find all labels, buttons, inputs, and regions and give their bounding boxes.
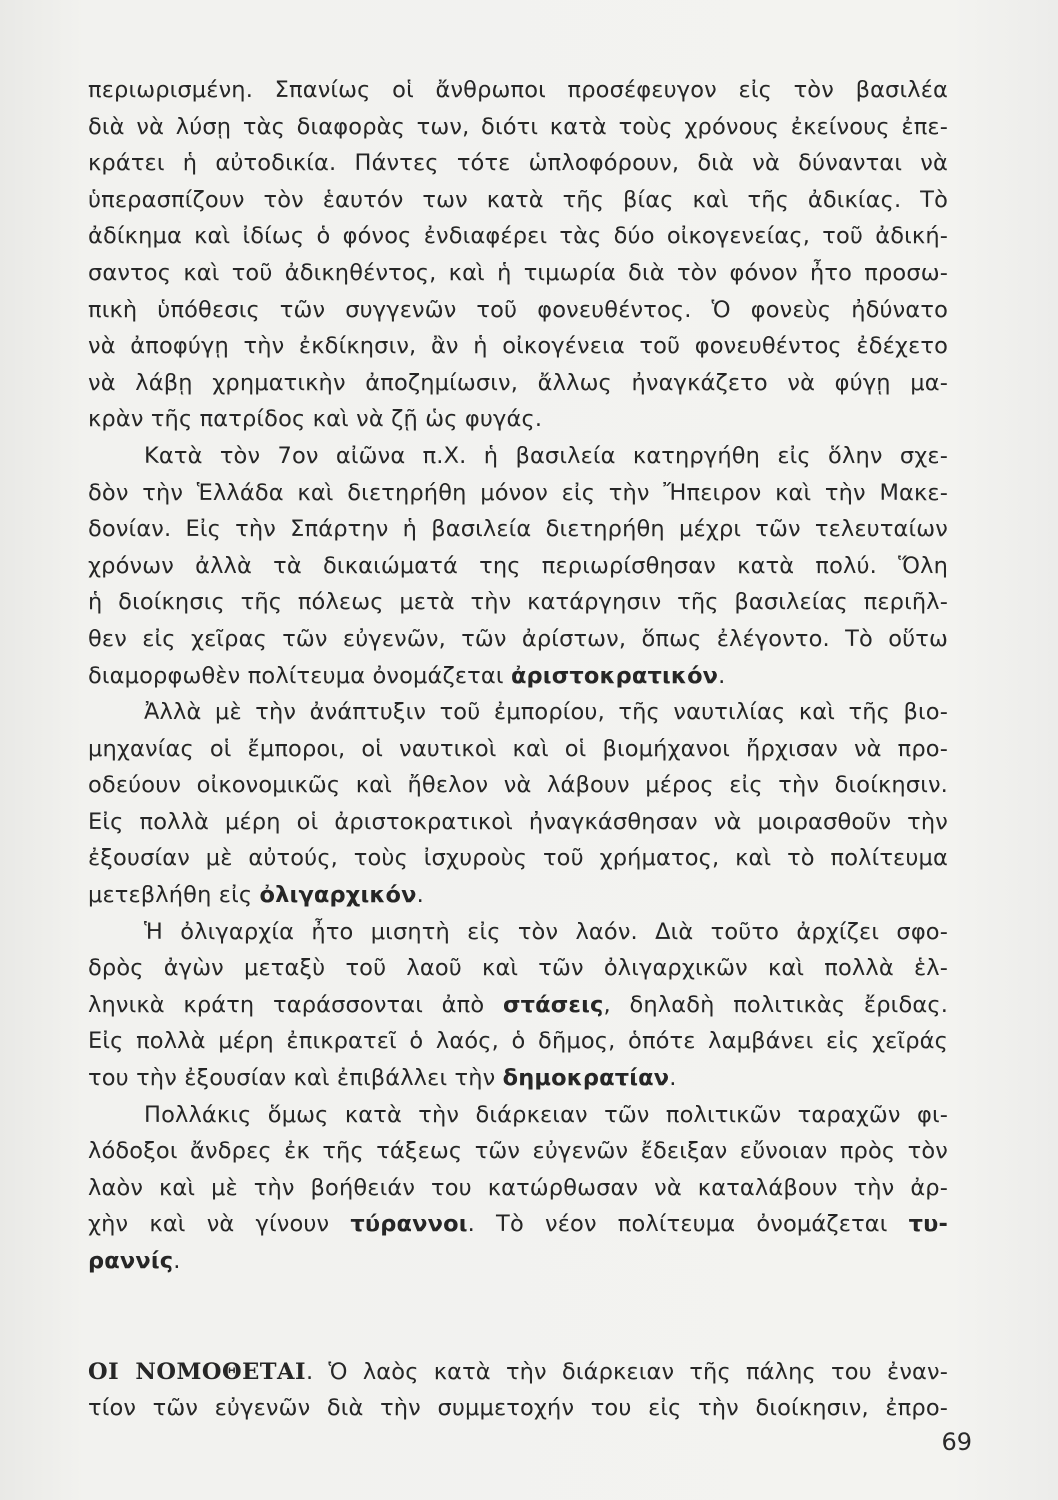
text-line: ἐξουσίαν μὲ αὐτούς, τοὺς ἰσχυροὺς τοῦ χρήματος, καὶ τὸ πολίτευμα [88,845,948,872]
text-line: κρὰν τῆς πατρίδος καὶ νὰ ζῇ ὡς φυγάς. [88,406,543,433]
text-line [88,1243,948,1280]
text-run: διαμορφωθὲν πολίτευμα ὀνομάζεται [88,662,504,689]
paragraph-2 [88,438,948,694]
text-line: λαὸν καὶ μὲ τὴν βοήθειάν του κατώρθωσαν νὰ καταλάβουν τὴν ἀρ- [88,1174,948,1201]
text-run: . [669,1065,677,1092]
key-term: τύραννοι [350,1211,468,1238]
paragraph-3 [88,694,948,914]
text-line: ὑπερασπίζουν τὸν ἑαυτόν των κατὰ τῆς βίας καὶ τῆς ἀδικίας. Τὸ [88,186,948,213]
text-line: Πολλάκις ὅμως κατὰ τὴν διάρκειαν τῶν πολιτικῶν ταραχῶν φι- [144,1101,948,1128]
text-line: ἀδίκημα καὶ ἰδίως ὁ φόνος ἐνδιαφέρει τὰς δύο οἰκογενείας, τοῦ ἀδική- [88,223,948,250]
text-run: . [718,662,726,689]
paragraph-5 [88,1097,948,1280]
text-line: Εἰς πολλὰ μέρη ἐπικρατεῖ ὁ λαός, ὁ δῆμος, ὁπότε λαμβάνει εἰς χεῖράς [88,1028,948,1055]
text-line: Ἀλλὰ μὲ τὴν ἀνάπτυξιν τοῦ ἐμπορίου, τῆς ναυτιλίας καὶ τῆς βιο- [144,699,948,726]
text-line [88,877,948,914]
key-term: δημοκρατίαν [502,1065,670,1092]
text-line: μηχανίας οἱ ἔμποροι, οἱ ναυτικοὶ καὶ οἱ βιομήχανοι ἤρχισαν νὰ προ- [88,735,948,762]
text-line: σαντος καὶ τοῦ ἀδικηθέντος, καὶ ἡ τιμωρία διὰ τὸν φόνον ἦτο προσω- [88,259,948,286]
paragraph-4 [88,914,948,1097]
text-line: νὰ ἀποφύγῃ τὴν ἐκδίκησιν, ἂν ἡ οἰκογένεια τοῦ φονευθέντος ἐδέχετο [88,333,948,360]
text-run: μετεβλήθη εἰς [88,882,253,909]
text-line [88,658,948,695]
text-line [88,987,948,1024]
text-line [88,1060,948,1097]
text-line: δονίαν. Εἰς τὴν Σπάρτην ἡ βασιλεία διετηρήθη μέχρι τῶν τελευταίων [88,516,948,543]
key-term: ἀριστοκρατικόν [510,662,719,689]
text-line: χρόνων ἀλλὰ τὰ δικαιώματά της περιωρίσθησαν κατὰ πολύ. Ὅλη [88,552,948,579]
page-text [88,72,948,1427]
paragraph-1 [88,72,948,438]
text-line: διὰ νὰ λύσῃ τὰς διαφορὰς των, διότι κατὰ τοὺς χρόνους ἐκείνους ἐπε- [88,113,948,140]
key-term: τυ- [908,1211,949,1238]
page-number: 69 [941,1428,972,1456]
section-heading: ΟΙ ΝΟΜΟΘΕΤΑΙ [88,1358,306,1385]
text-line: Κατὰ τὸν 7ον αἰῶνα π.Χ. ἡ βασιλεία κατηργήθη εἰς ὅλην σχε- [144,442,948,469]
key-term: ραννίς [88,1248,174,1274]
paragraph-6 [88,1354,948,1427]
text-line: δρὸς ἀγὼν μεταξὺ τοῦ λαοῦ καὶ τῶν ὀλιγαρχικῶν καὶ πολλὰ ἑλ- [88,955,948,982]
text-line: δὸν τὴν Ἑλλάδα καὶ διετηρήθη μόνον εἰς τὴν Ἤπειρον καὶ τὴν Μακε- [88,479,948,506]
key-term: ὀλιγαρχικόν [259,882,417,909]
text-line: θεν εἰς χεῖρας τῶν εὐγενῶν, τῶν ἀρίστων, ὅπως ἐλέγοντο. Τὸ οὕτω [88,625,948,652]
text-line: περιωρισμένη. Σπανίως οἱ ἄνθρωποι προσέφευγον εἰς τὸν βασιλέα [88,77,948,103]
text-line: κράτει ἡ αὐτοδικία. Πάντες τότε ὡπλοφόρουν, διὰ νὰ δύνανται νὰ [88,150,948,177]
text-line: λόδοξοι ἄνδρες ἐκ τῆς τάξεως τῶν εὐγενῶν ἔδειξαν εὔνοιαν πρὸς τὸν [88,1138,948,1165]
text-line: Ἡ ὀλιγαρχία ἦτο μισητὴ εἰς τὸν λαόν. Διὰ τοῦτο ἀρχίζει σφο- [144,918,948,945]
text-line: οδεύουν οἰκονομικῶς καὶ ἤθελον νὰ λάβουν μέρος εἰς τὴν διοίκησιν. [88,772,948,799]
text-run: ληνικὰ κράτη ταράσσονται ἀπὸ [88,991,485,1018]
text-line [88,1354,948,1391]
text-run: . [173,1248,181,1274]
text-line: ἡ διοίκησις τῆς πόλεως μετὰ τὴν κατάργησιν τῆς βασιλείας περιῆλ- [88,589,948,616]
text-line: Εἰς πολλὰ μέρη οἱ ἀριστοκρατικοὶ ἠναγκάσθησαν νὰ μοιρασθοῦν τὴν [88,808,948,835]
key-term: στάσεις [502,991,604,1018]
text-line: τίον τῶν εὐγενῶν διὰ τὴν συμμετοχήν του εἰς τὴν διοίκησιν, ἐπρο- [88,1395,948,1422]
text-run: . Τὸ νέον πολίτευμα ὀνομάζεται [467,1211,888,1238]
text-run: . Ὁ λαὸς κατὰ τὴν διάρκειαν τῆς πάλης του ἐναν- [305,1358,948,1385]
text-line: πικὴ ὑπόθεσις τῶν συγγενῶν τοῦ φονευθέντος. Ὁ φονεὺς ἠδύνατο [88,296,948,323]
text-run: χὴν καὶ νὰ γίνουν [88,1211,330,1238]
text-run: του τὴν ἐξουσίαν καὶ ἐπιβάλλει τὴν [88,1065,496,1092]
text-line: νὰ λάβῃ χρηματικὴν ἀποζημίωσιν, ἄλλως ἠναγκάζετο νὰ φύγῃ μα- [88,369,948,396]
text-line [88,1206,948,1243]
section-gap [88,1280,948,1354]
text-run: . [416,882,424,909]
text-run: , δηλαδὴ πολιτικὰς ἔριδας. [603,991,948,1018]
